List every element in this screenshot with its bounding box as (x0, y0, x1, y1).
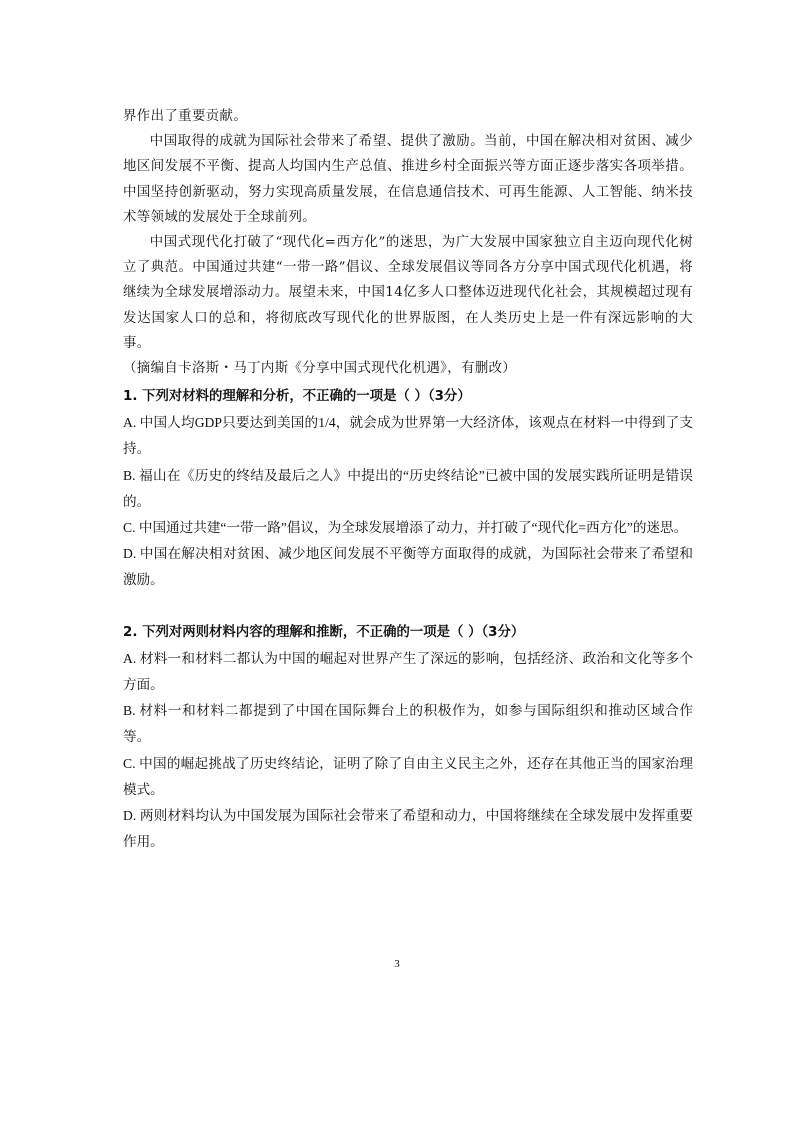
reading-passage (123, 104, 693, 381)
question-list (123, 384, 693, 855)
page-number: 3 (394, 958, 400, 970)
question-1 (123, 384, 693, 594)
question-title: 1. 下列对材料的理解和分析，不正确的一项是（ ）（3分） (123, 389, 471, 404)
option-b: B. 材料一和材料二都提到了中国在国际舞台上的积极作为，如参与国际组织和推动区域合作等。 (123, 703, 693, 745)
option-d: D. 两则材料均认为中国发展为国际社会带来了希望和动力，中国将继续在全球发展中发挥重要作用。 (123, 808, 693, 850)
question-title: 2. 下列对两则材料内容的理解和推断，不正确的一项是（ ）（3分） (123, 624, 525, 640)
passage-paragraph: 中国式现代化打破了“现代化=西方化”的迷思，为广大发展中国家独立自主迈向现代化树立了典范。中国通过共建“一带一路”倡议、全球发展倡议等同各方分享中国式现代化机遇，将继续为全球发展增添动力。展望未来，中国14亿多人口整体迈进现代化社会，其规模超过现有发达国家人口的总和，将彻底改写现代化的世界版图，在人类历史上是一件有深远影响的大事。 (123, 235, 693, 351)
passage-paragraph: 中国取得的成就为国际社会带来了希望、提供了激励。当前，中国在解决相对贫困、减少地区间发展不平衡、提高人均国内生产总值、推进乡村全面振兴等方面正逐步落实各项举措。中国坚持创新驱动，努力实现高质量发展，在信息通信技术、可再生能源、人工智能、纳米技术等领域的发展处于全球前列。 (123, 134, 693, 225)
option-d: D. 中国在解决相对贫困、减少地区间发展不平衡等方面取得的成就，为国际社会带来了希望和激励。 (123, 546, 693, 588)
passage-paragraph: 界作出了重要贡献。 (123, 109, 248, 124)
option-c: C. 中国的崛起挑战了历史终结论，证明了除了自由主义民主之外，还存在其他正当的国家治理模式。 (123, 755, 693, 797)
option-a: A. 中国人均GDP只要达到美国的1/4，就会成为世界第一大经济体，该观点在材料一中得到了支持。 (123, 415, 693, 457)
option-c: C. 中国通过共建“一带一路”倡议，为全球发展增添了动力，并打破了“现代化=西方化”的迷思。 (123, 520, 688, 536)
option-b: B. 福山在《历史的终结及最后之人》中提出的“历史终结论”已被中国的发展实践所证明是错误的。 (123, 467, 693, 509)
question-2 (123, 620, 693, 856)
passage-source: （摘编自卡洛斯・马丁内斯《分享中国式现代化机遇》，有删改） (123, 361, 517, 377)
option-a: A. 材料一和材料二都认为中国的崛起对世界产生了深远的影响，包括经济、政治和文化等多个方面。 (123, 650, 693, 693)
